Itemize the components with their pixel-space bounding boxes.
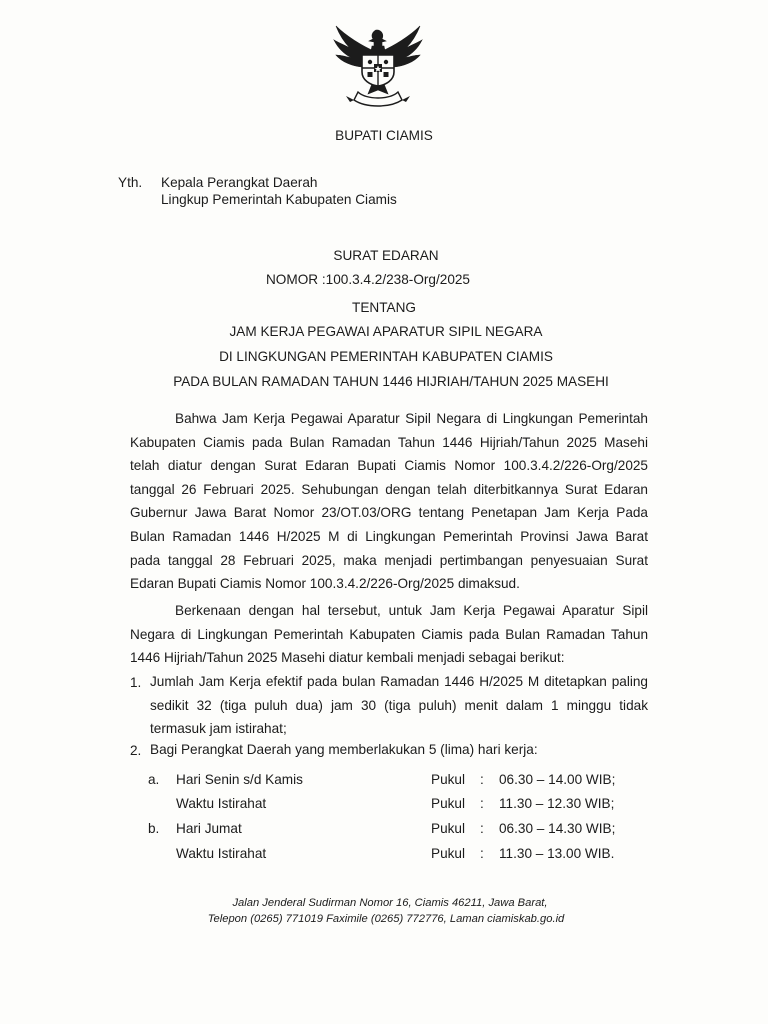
paragraph-line: Kabupaten Ciamis pada Bulan Ramadan Tahun 1446 Hijriah/Tahun 2025 Masehi: [130, 434, 648, 450]
document-number: NOMOR :100.3.4.2/238-Org/2025: [265, 272, 470, 287]
paragraph-line: Negara di Lingkungan Pemerintah Kabupaten Ciamis pada Bulan Ramadan Tahun: [130, 626, 648, 642]
paragraph-line: tanggal 26 Februari 2025. Sehubungan dengan telah diterbitkannya Surat Edaran: [130, 481, 648, 497]
addressee-prefix: Yth.: [118, 175, 143, 190]
paragraph-line: pada tanggal 28 Februari 2025, maka menjadi pertimbangan penyesuaian Surat: [130, 552, 648, 568]
subject-line-1: JAM KERJA PEGAWAI APARATUR SIPIL NEGARA: [229, 324, 543, 339]
paragraph-line: telah diatur dengan Surat Edaran Bupati Ciamis Nomor 100.3.4.2/226-Org/2025: [130, 458, 648, 474]
schedule-day-label: Hari Jumat: [176, 821, 242, 836]
list-line: sedikit 32 (tiga puluh dua) jam 30 (tiga puluh) menit dalam 1 minggu tidak: [150, 697, 648, 713]
footer-address: Jalan Jenderal Sudirman Nomor 16, Ciamis 46211, Jawa Barat,: [232, 897, 548, 909]
schedule-sub-label: a.: [148, 772, 160, 787]
schedule-colon: :: [480, 846, 484, 861]
paragraph-line: Gubernur Jawa Barat Nomor 23/OT.03/ORG tentang Penetapan Jam Kerja Pada: [130, 505, 648, 521]
list-item-2: [150, 738, 648, 762]
schedule-day-label: Waktu Istirahat: [176, 846, 267, 861]
schedule-time: 06.30 – 14.30 WIB;: [499, 821, 616, 836]
list-line: Jumlah Jam Kerja efektif pada bulan Ramadan 1446 H/2025 M ditetapkan paling: [150, 674, 648, 689]
document-type: SURAT EDARAN: [333, 248, 439, 263]
list-line: Bagi Perangkat Daerah yang memberlakukan 5 (lima) hari kerja:: [150, 742, 538, 757]
garuda-emblem-icon: [332, 22, 424, 110]
list-line: termasuk jam istirahat;: [150, 721, 287, 737]
schedule-pukul: Pukul: [431, 796, 466, 811]
about-label: TENTANG: [352, 300, 416, 315]
schedule-day-label: Hari Senin s/d Kamis: [176, 772, 303, 787]
list-number: 2.: [130, 743, 142, 758]
paragraph-line: Edaran Bupati Ciamis Nomor 100.3.4.2/226-Org/2025 dimaksud.: [130, 576, 520, 592]
issuer-title: BUPATI CIAMIS: [335, 128, 433, 143]
paragraph-1: [130, 407, 648, 596]
schedule-colon: :: [480, 772, 484, 787]
schedule-row: [0, 820, 768, 838]
schedule-sub-label: b.: [148, 821, 160, 836]
schedule-colon: :: [480, 821, 484, 836]
addressee-line-1: [118, 174, 317, 191]
schedule-time: 06.30 – 14.00 WIB;: [499, 772, 616, 787]
schedule-pukul: Pukul: [431, 846, 466, 861]
schedule-time: 11.30 – 12.30 WIB;: [499, 796, 615, 811]
schedule-row: [0, 795, 768, 813]
footer-contact: Telepon (0265) 771019 Faximile (0265) 772776, Laman ciamiskab.go.id: [207, 913, 565, 925]
schedule-day-label: Waktu Istirahat: [176, 796, 267, 811]
schedule-time: 11.30 – 13.00 WIB.: [499, 846, 615, 861]
subject-line-3: PADA BULAN RAMADAN TAHUN 1446 HIJRIAH/TAHUN 2025 MASEHI: [173, 374, 609, 389]
addressee-line-2: Lingkup Pemerintah Kabupaten Ciamis: [161, 192, 397, 207]
schedule-pukul: Pukul: [431, 821, 466, 836]
paragraph-line: 1446 Hijriah/Tahun 2025 Masehi diatur kembali menjadi sebagai berikut:: [130, 650, 565, 666]
schedule-row: [0, 771, 768, 789]
paragraph-line: Berkenaan dengan hal tersebut, untuk Jam Kerja Pegawai Aparatur Sipil: [175, 603, 648, 618]
paragraph-line: Bahwa Jam Kerja Pegawai Aparatur Sipil Negara di Lingkungan Pemerintah: [175, 411, 648, 426]
addressee-recipient: Kepala Perangkat Daerah: [161, 175, 318, 190]
subject-line-2: DI LINGKUNGAN PEMERINTAH KABUPATEN CIAMIS: [219, 349, 553, 364]
paragraph-2: [130, 599, 648, 670]
list-item-1: [150, 670, 648, 741]
schedule-colon: :: [480, 796, 484, 811]
list-number: 1.: [130, 675, 142, 690]
schedule-row: [0, 845, 768, 863]
schedule-pukul: Pukul: [431, 772, 466, 787]
paragraph-line: Bulan Ramadan 1446 H/2025 M di Lingkungan Pemerintah Provinsi Jawa Barat: [130, 528, 648, 544]
